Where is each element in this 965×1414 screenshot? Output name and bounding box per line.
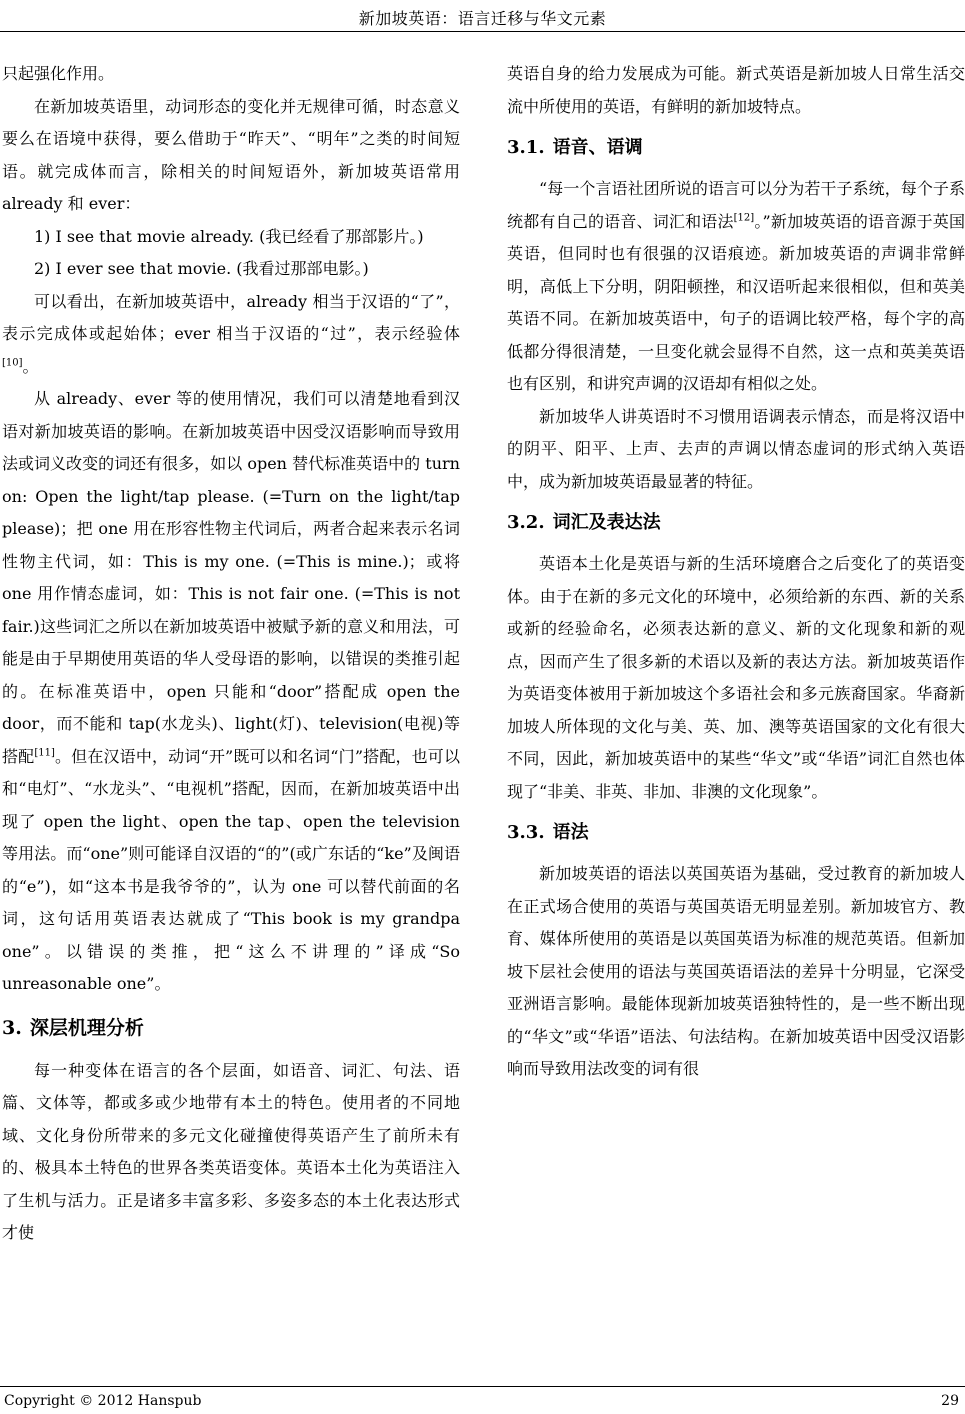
example-1: 1) I see that movie already. (我已经看了那部影片。) (34, 226, 424, 246)
subsection-heading (507, 133, 965, 163)
section-number: 3. (2, 1016, 22, 1039)
section-title: 词汇及表达法 (552, 512, 661, 533)
paragraph: 英语本土化是英语与新的生活环境磨合之后变化了的英语变体。由于在新的多元文化的环境中，必须给新的东西、新的关系或新的经验命名，必须表达新的意义、新的文化现象和新的观点，因而产生了很多新的术语以及新的表达方法。新加坡英语作为英语变体被用于新加坡这个多语社会和多元族裔国家。华裔新加坡人所体现的文化与美、英、加、澳等英语国家的文化有很大不同，因此，新加坡英语中的某些“华文”或“华语”词汇自然也体现了“非美、非英、非加、非澳的文化现象”。 (507, 554, 965, 801)
right-column (507, 58, 965, 1086)
paragraph: 新加坡华人讲英语时不习惯用语调表示情态，而是将汉语中的阴平、阳平、上声、去声的声调以情态虚词的形式纳入英语中，成为新加坡英语最显著的特征。 (507, 406, 965, 491)
subsection-heading (507, 818, 965, 848)
paragraph (507, 173, 965, 401)
paragraph-text: 。但在汉语中，动词“开”既可以和名词“门”搭配，也可以和“电灯”、“水龙头”、“电视机”搭配，因而，在新加坡英语中出现了 open the light、open the tap、open the television 等用法。而“one”则可能译自汉语的“的”(或广东话的“ke”及闽语的“e”)，如“这本书是我爷爷的”，认为 one 可以替代前面的名词，这句话用英语表达就成了“This book is my grandpa one”。以错误的类推，把“这么不讲理的”译成“So unreasonable one”。 (2, 746, 460, 993)
left-column (2, 58, 460, 1250)
section-number: 3.1. (507, 137, 545, 158)
paragraph-text: 。”新加坡英语的语音源于英国英语，但同时也有很强的汉语痕迹。新加坡英语的声调非常鲜明，高低上下分明，阴阳顿挫，和汉语听起来很相似，但和英美英语不同。在新加坡英语中，句子的语调比较严格，每个字的高低都分得很清楚，一旦变化就会显得不自然，这一点和英美英语也有区别，和讲究声调的汉语却有相似之处。 (507, 211, 965, 393)
paragraph: 在新加坡英语里，动词形态的变化并无规律可循，时态意义要么在语境中获得，要么借助于“昨天”、“明年”之类的时间短语。就完成体而言，除相关的时间短语外，新加坡英语常用 already 和 ever： (2, 96, 460, 213)
subsection-heading (507, 508, 965, 538)
section-number: 3.2. (507, 512, 545, 533)
page-number: 29 (941, 1393, 959, 1409)
running-header: 新加坡英语：语言迁移与华文元素 (358, 9, 607, 28)
paragraph: 英语自身的给力发展成为可能。新式英语是新加坡人日常生活交流中所使用的英语，有鲜明的新加坡特点。 (507, 64, 965, 116)
footer-rule (0, 1386, 965, 1387)
paragraph (2, 286, 460, 384)
example-2: 2) I ever see that movie. (我看过那部电影。) (34, 259, 369, 278)
paragraph: 只起强化作用。 (2, 64, 115, 83)
paragraph-text: 从 already、ever 等的使用情况，我们可以清楚地看到汉语对新加坡英语的影响。在新加坡英语中因受汉语影响而导致用法或词义改变的词还有很多，如以 open 替代标准英语中的 turn on: Open the light/tap please. (=Turn on the light/tap please)；把 one 用在形容性物主代词后，两者合起来表示名词性物主代词，如：This is my one. (=This is mine.)；或将 one 用作情态虚词，如：This is not fair one. (=This is not fair.)这些词汇之所以在新加坡英语中被赋予新的意义和用法，可能是由于早期使用英语的华人受母语的影响，以错误的类推引起的。在标准英语中，open 只能和“door”搭配成 open the door，而不能和 tap(水龙头)、light(灯)、television(电视)等搭配 (2, 389, 460, 766)
header-rule (0, 31, 965, 32)
section-number: 3.3. (507, 822, 545, 843)
paragraph-text: 可以看出，在新加坡英语中，already 相当于汉语的“了”，表示完成体或起始体；ever 相当于汉语的“过”，表示经验体 (2, 291, 460, 343)
citation: [12] (733, 212, 755, 224)
citation: [10] (2, 357, 23, 369)
paragraph (2, 383, 460, 1001)
paragraph-text: “每一个言语社团所说的语言可以分为若干子系统，每个子系统都有自己的语音、词汇和语法 (507, 179, 965, 231)
section-heading (2, 1013, 460, 1043)
section-title: 语法 (552, 822, 589, 843)
section-title: 深层机理分析 (29, 1016, 144, 1039)
citation: [11] (34, 747, 55, 759)
paragraph: 新加坡英语的语法以英国英语为基础，受过教育的新加坡人在正式场合使用的英语与英国英语无明显差别。新加坡官方、教育、媒体所使用的英语是以英国英语为标准的规范英语。但新加坡下层社会使用的语法与英国英语语法的差异十分明显，它深受亚洲语言影响。最能体现新加坡英语独特性的，是一些不断出现的“华文”或“华语”语法、句法结构。在新加坡英语中因受汉语影响而导致用法改变的词有很 (507, 864, 965, 1078)
copyright: Copyright © 2012 Hanspub (4, 1393, 202, 1409)
paragraph: 每一种变体在语言的各个层面，如语音、词汇、句法、语篇、文体等，都或多或少地带有本土的特色。使用者的不同地域、文化身份所带来的多元文化碰撞使得英语产生了前所未有的、极具本土特色的世界各类英语变体。英语本土化为英语注入了生机与活力。正是诸多丰富多彩、多姿多态的本土化表达形式才使 (2, 1060, 460, 1242)
section-title: 语音、语调 (552, 137, 643, 158)
paragraph-text: 。 (22, 356, 39, 376)
